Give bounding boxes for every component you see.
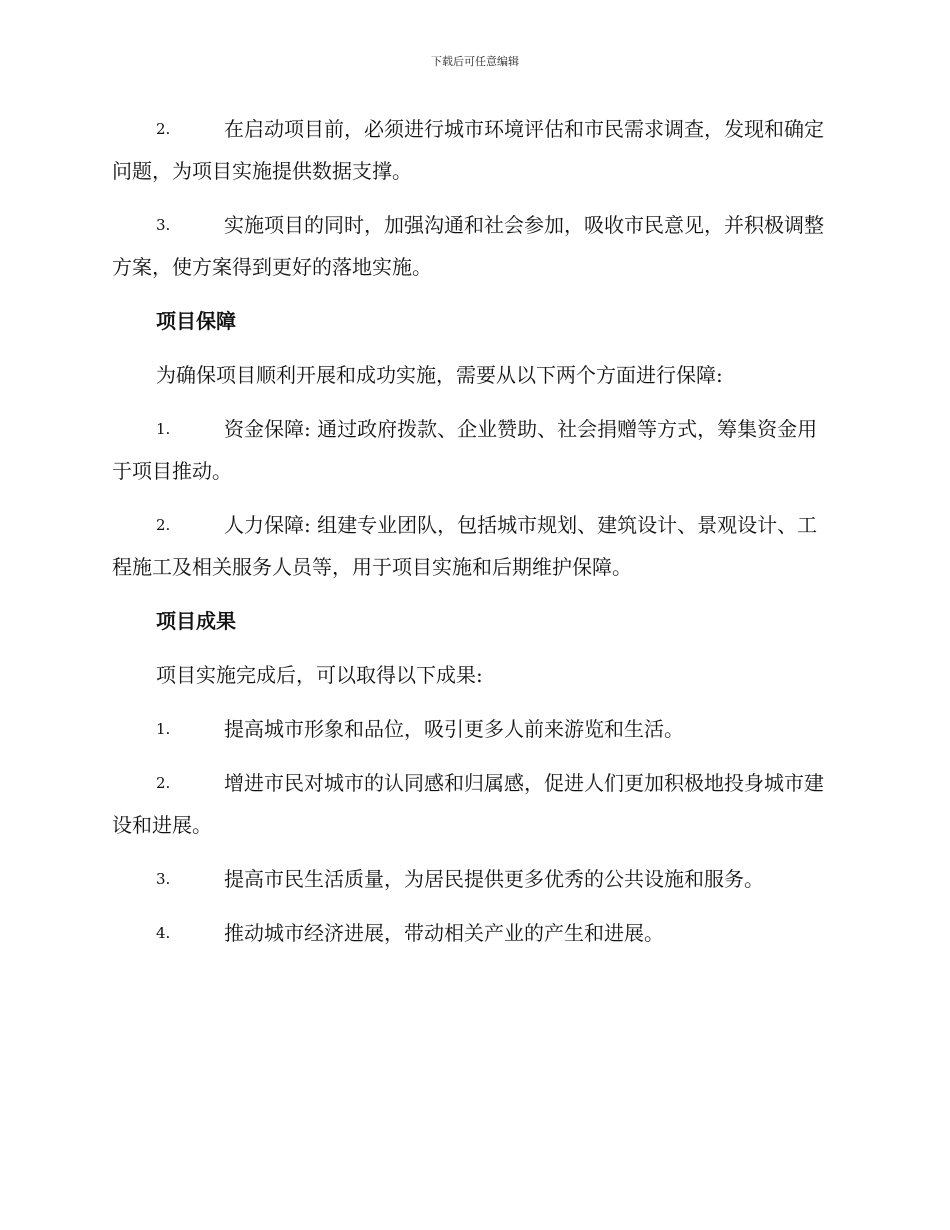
list-text: 推动城市经济进展，带动相关产业的产生和进展。 [224,921,664,945]
list-number: 2. [156,120,171,138]
document-body [112,108,836,966]
list-item [112,858,836,900]
list-text: 人力保障: 组建专业团队，包括城市规划、建筑设计、景观设计、工程施工及相关服务人员等，用于项目实施和后期维护保障。 [112,513,818,579]
list-number: 3. [156,216,171,234]
list-text: 增进市民对城市的认同感和归属感，促进人们更加积极地投身城市建设和进展。 [112,771,824,837]
list-text: 实施项目的同时，加强沟通和社会参加，吸收市民意见，并积极调整方案，使方案得到更好的落地实施。 [112,213,824,279]
list-number: 1. [156,720,171,738]
page-header: 下载后可任意编辑 [431,55,519,68]
list-number: 2. [156,516,171,534]
list-number: 3. [156,870,171,888]
list-text: 在启动项目前，必须进行城市环境评估和市民需求调查，发现和确定问题，为项目实施提供数据支撑。 [112,117,824,183]
list-item [112,108,836,192]
list-item [112,762,836,846]
paragraph: 为确保项目顺利开展和成功实施，需要从以下两个方面进行保障: [156,363,723,387]
paragraph: 项目实施完成后，可以取得以下成果: [156,663,483,687]
list-item [112,204,836,288]
list-text: 提高城市形象和品位，吸引更多人前来游览和生活。 [224,717,684,741]
section-heading-guarantee: 项目保障 [156,309,236,333]
list-item [112,504,836,588]
list-number: 1. [156,420,171,438]
list-item [112,912,836,954]
list-number: 4. [156,924,171,942]
list-text: 提高市民生活质量，为居民提供更多优秀的公共设施和服务。 [224,867,764,891]
list-item [112,408,836,492]
list-item [112,708,836,750]
list-text: 资金保障: 通过政府拨款、企业赞助、社会捐赠等方式，筹集资金用于项目推动。 [112,417,818,483]
section-heading-results: 项目成果 [156,609,236,633]
list-number: 2. [156,774,171,792]
